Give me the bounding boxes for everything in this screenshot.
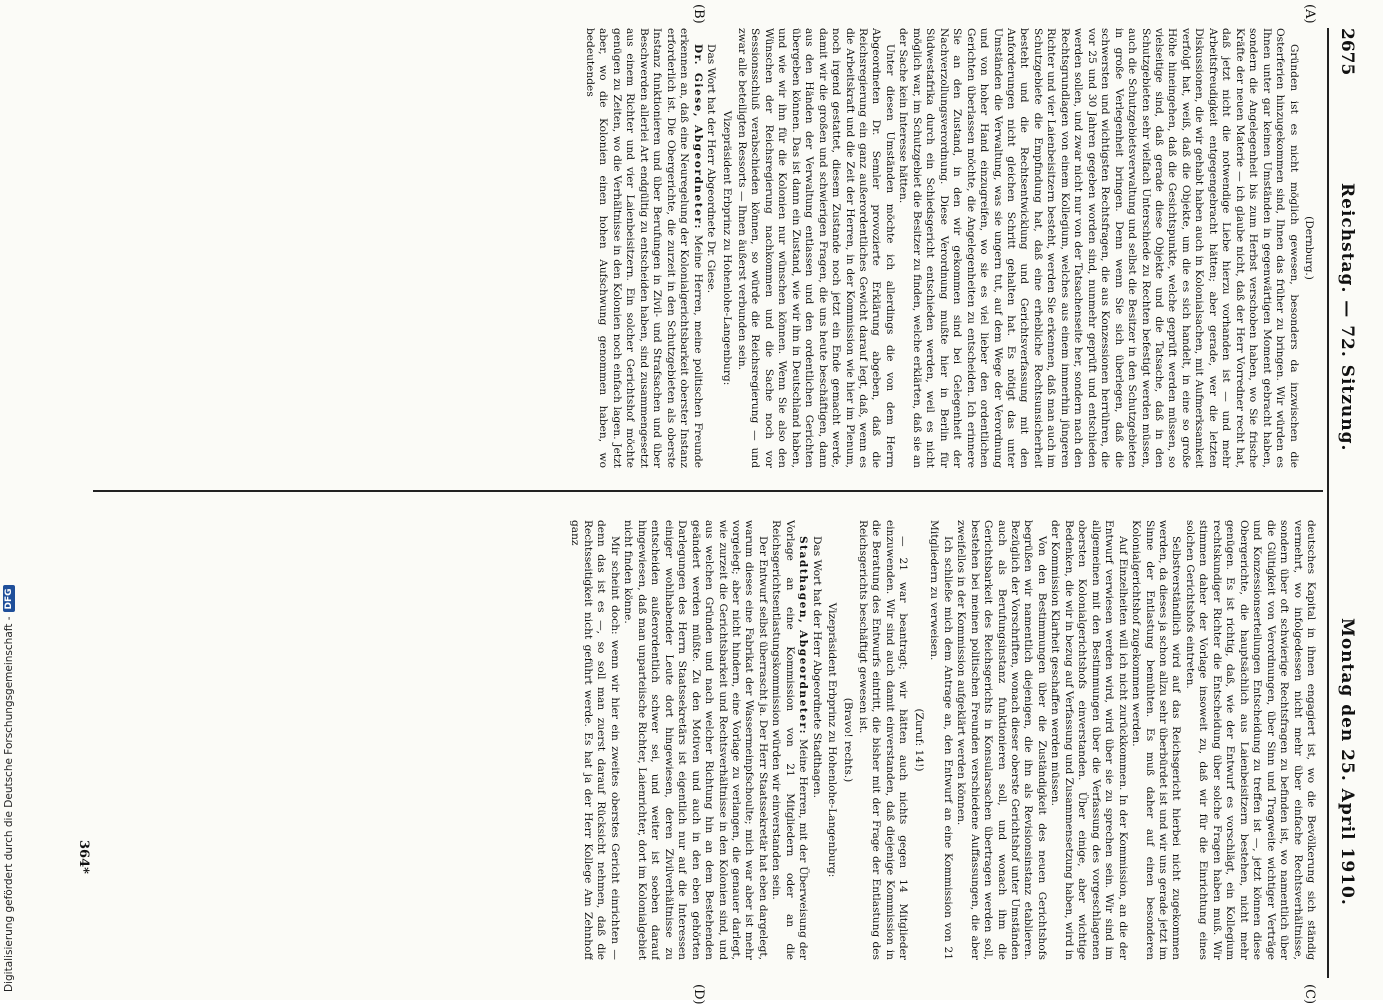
speaker-name: Dr. Giese, Abgeordneter:	[691, 44, 704, 230]
applause: (Bravo! rechts.)	[841, 697, 854, 783]
paragraph: Unter diesen Umständen möchte ich allerdings die von dem Herrn Abgeordneten Dr. Semler provozierte Erklärung abgeben, daß die Reichsregierung ein ganz außerordentliches Gewicht darauf legt, daß, wenn es die Arbeitskraft und die Zeit der Herren, in der Kommission wie hier im Plenum, noch irgend gestattet, diesem Zustande noch jetzt ein Ende gemacht werde, damit wir die großen und schwierigen Fragen, die uns heute beschäftigen, dann aus den Händen der Verwaltung entlassen und den ordentlichen Gerichten übergeben können. Das ist dann ein Zustand, wie wir ihn in Deutschland haben, und wie wir ihn für die Kolonien nur wünschen können. Wenn Sie also den Wünschen der Reichsregierung nachkommen und die Sache noch vor Sessionsschluß verabschieden können, so würde die Reichsregierung — und zwar alle beteiligten Ressorts — Ihnen äußerst verbunden sein.	[735, 28, 896, 468]
left-column	[102, 28, 1317, 468]
vice-president-line: Vizepräsident Erbprinz zu Hohenlohe-Langenburg:	[720, 110, 733, 386]
paragraph: deutsches Kapital in ihnen engagiert ist, wo die Bevölkerung sich ständig vermehrt, wo infolgedessen nicht mehr über einfache Rechtsverhältnisse, sondern über oft schwierige Rechtsfragen zu befinden ist, wo namentlich über die Gültigkeit von Verordnungen, über Sinn und Tragweite wichtiger Verträge und Konzessionserteilungen Entscheidung zu treffen ist —, jetzt können diese Obergerichte, die hauptsächlich aus Laienbeisitzern bestehen, nicht mehr genügen. Es ist richtig, daß, wie der Entwurf es vorschlägt, ein Kollegium rechtskundiger Richter die Entscheidung über solche Fragen haben muß. Wir stimmen daher der Vorlage insoweit zu, daß wir für die Einrichtung eines solchen Gerichtshofs eintreten.	[1183, 520, 1317, 960]
paragraph: Gründen ist es nicht möglich gewesen, besonders da inzwischen die Osterferien hinzugekommen sind, Ihnen das früher zu bringen. Wir würden es Ihnen unter gar keinen Umständen in gegenwärtigen Moment gebracht haben, sondern die Angelegenheit bis zum Herbst verschoben haben, wo Sie frische Kräfte der neuen Materie — ich glaube nicht, daß der Herr Vorredner recht hat, daß jetzt nicht die notwendige Liebe hierzu vorhanden ist — und mehr Arbeitsfreudigkeit entgegengebracht hätten; aber gerade, wer die letzten Diskussionen, die wir gehabt haben auch in Kolonialsachen, mit Aufmerksamkeit verfolgt hat, weiß, daß die Objekte, um die es sich handelt, in eine so große Höhe hineingehen, daß die Gesichtspunkte, welche geprüft werden müssen, so vielseitige sind, daß gerade diese Objekte und die Tatsache, daß in den Schutzgebieten sehr vielfach Unterschiede zu Rechten befestigt werden müssen, auch die Schutzgebietsverwaltung und selbst die Besitzer in den Schutzgebieten in große Verlegenheit bringen. Denn wenn Sie sich überlegen, daß die schwersten und wichtigsten Rechtsfragen, die aus Konzessionen herrühren, die vor 25 und 30 Jahren gegeben worden sind, nunmehr geprüft und entschieden werden sollen, und zwar nicht nur von der Tatsachenseite her, sondern nach den Rechtsgrundlagen von einem Kollegium, welches aus einem immerhin jüngeren Richter und vier Laienbeisitzern besteht, werden Sie erkennen, daß man auch im Schutzgebiete die Empfindung hat, daß eine erhebliche Rechtsunsicherheit besteht und die Rechtsentwicklung und Gerichtsverfassung mit den Anforderungen nicht gleichen Schritt gehalten hat. Es nötigt das unter Umständen die Verwaltung, was sie ungern tut, auf dem Wege der Verordnung und von hoher Hand einzugreifen, wo sie es viel lieber den ordentlichen Gerichten überlassen möchte, die Angelegenheiten zu entscheiden. Ich erinnere Sie an den Zustand, in den wir gekommen sind bei Gelegenheit der Nachverzollungsverordnung. Diese Verordnung mußte hier in Berlin für Südwestafrika durch ein Schiedsgericht entschieden werden, weil es nicht möglich war, im Schutzgebiet die Besitzer zu finden, welche erklärten, daß sie an der Sache kein Interesse hätten.	[897, 28, 1300, 468]
speaker-name: Stadthagen, Abgeordneter:	[797, 536, 810, 735]
speaker-head: (Dernburg.)	[1303, 216, 1315, 280]
vice-president-line: Vizepräsident Erbprinz zu Hohenlohe-Langenburg:	[826, 602, 839, 878]
paragraph: Von den Bestimmungen über die Zuständigkeit des neuen Gerichtshofs begrüßen wir namentlich diejenigen, die ihn als Revisionsinstanz etablieren. Bezüglich der Vorschriften, wonach dieser oberste Gerichtshof unter Umständen auch als Berufungsinstanz funktionieren soll, und wonach ihm die Gerichtsbarkeit des Reichsgerichts in Konsularsachen übertragen werden soll, bestehen bei meinen politischen Freunden verschiedene Auffassungen, die aber zweifellos in der Kommission aufgeklärt werden können.	[955, 520, 1048, 960]
page-header	[1331, 28, 1361, 978]
page-number: 2675	[1337, 28, 1357, 76]
margin-marker-c: (C)	[1302, 984, 1317, 1005]
margin-marker-b: (B)	[691, 4, 706, 24]
dfg-logo-icon: DFG	[3, 585, 15, 612]
header-rule	[1327, 28, 1329, 978]
floor-given: Das Wort hat der Herr Abgeordnete Dr. Giese.	[705, 44, 718, 294]
digitization-credit	[0, 0, 18, 1000]
paragraph: Der Entwurf selbst überrascht ja. Der Herr Staatssekretär hat eben dargelegt, warum dieses eine Fabrikat der Wassermeinpfschoulte; mich war aber ist mehr vorgelegt; aber nicht hindern, eine Vorlage zu verlangen, die genauer darlegt, wie zurzeit die Gerichtsbarkeit und Rechtsverhältnisse in den Kolonien sind, und aus welchen Gründen und nach welcher Richtung hin an dem Bestehenden geändert werden müßte. Zu den Motiven und auch in den eben gehörten Darlegungen des Herrn Staatssekretärs ist eigentlich nur auf die Interessen einiger wohlhabender Leute dort hingewiesen, deren Zivilverhältnisse zu entscheiden außerordentlich schwer sei, und weiter ist soeben darauf hingewiesen, daß man unparteiische Richter, Laienrichter, dort im Kolonialgebiet nicht finden könne.	[622, 520, 769, 960]
paragraph: Auf Einzelheiten will ich nicht zurückkommen. In der Kommission, an die der Entwurf verwiesen werden wird, wird über sie zu sprechen sein. Wir sind im allgemeinen mit den Bestimmungen über die Verfassung des vorgeschlagenen obersten Kolonialgerichtshofs einverstanden. Über einige, aber wichtige Bedenken, die wir in bezug auf Verfassung und Zusammensetzung haben, wird in der Kommission Klarheit geschaffen werden müssen.	[1049, 520, 1129, 960]
floor-given: Das Wort hat der Herr Abgeordnete Stadthagen.	[810, 536, 823, 799]
paragraph: Ich schließe mich dem Antrage an, den Entwurf an eine Kommission von 21 Mitgliedern zu verweisen.	[928, 520, 954, 960]
right-column	[102, 520, 1317, 960]
speech-paragraph	[769, 520, 809, 960]
paragraph: — 21 war beantragt; wir hätten auch nichts gegen 14 Mitglieder einzuwenden. Wir sind auch damit einverstanden, daß diejenige Kommission in die Beratung des Entwurfs eintritt, die bisher mit der Frage der Entlastung des Reichsgerichts beschäftigt gewesen ist.	[857, 520, 910, 960]
session-title: Reichstag. — 72. Sitzung.	[1337, 183, 1357, 452]
column-divider	[93, 490, 1323, 492]
speech-text: Meine Herren, meine politischen Freunde erkennen an, daß eine Neuregelung der Kolonialgerichtsbarkeit oberster Instanz erforderlich ist. Die Obergerichte, die zurzeit in den Schutzgebieten als oberste Instanz funktionieren und über Berufungen in Zivil- und Strafsachen und über Beschwerden allerlei Art endgültig zu entscheiden haben, sind zusammengesetzt aus einem Richter und vier Laienbeisitzern. Ein solcher Gerichtshof möchte genügen zu Zeiten, wo die Verhältnisse in den Kolonien noch einfach lagen. Jetzt aber, wo die Kolonien einen hohen Aufschwung genommen haben, wo bedeutendes	[583, 28, 704, 468]
interjection: (Zuruf: 14!)	[912, 708, 925, 772]
printer-signature: 364*	[76, 840, 91, 874]
speech-text: Meine Herren, mit der Überweisung der Vorlage an eine Kommission von 21 Mitgliedern oder an die Reichsgerichtsentlastungskommission würden wir einverstanden sein.	[770, 520, 810, 960]
speech-paragraph	[583, 28, 704, 468]
paragraph: Mir scheint doch: wenn wir hier ein zweites oberstes Gericht einrichten — denn das ist es —, so soll man zuerst darauf Rücksicht nehmen, daß die Rechtsseitigkeit nicht geführt werde. Es hat ja der Herr Kollege Am Zehnhoff ganz	[568, 520, 621, 960]
credit-text: Digitalisierung gefördert durch die Deutsche Forschungsgemeinschaft -	[3, 616, 15, 992]
paragraph: Selbstverständlich wird auf das Reichsgericht hierbei nicht zugekommen werden, da dieses ja schon allzu sehr überbürdet ist und wir uns gerade jetzt im Sinne der Entlastung bemühten. Es muß daher auf einen besonderen Kolonialgerichtshof zugekommen werden.	[1130, 520, 1183, 960]
session-date: Montag den 25. April 1910.	[1337, 618, 1357, 906]
margin-marker-d: (D)	[691, 984, 706, 1005]
margin-marker-a: (A)	[1302, 4, 1317, 24]
